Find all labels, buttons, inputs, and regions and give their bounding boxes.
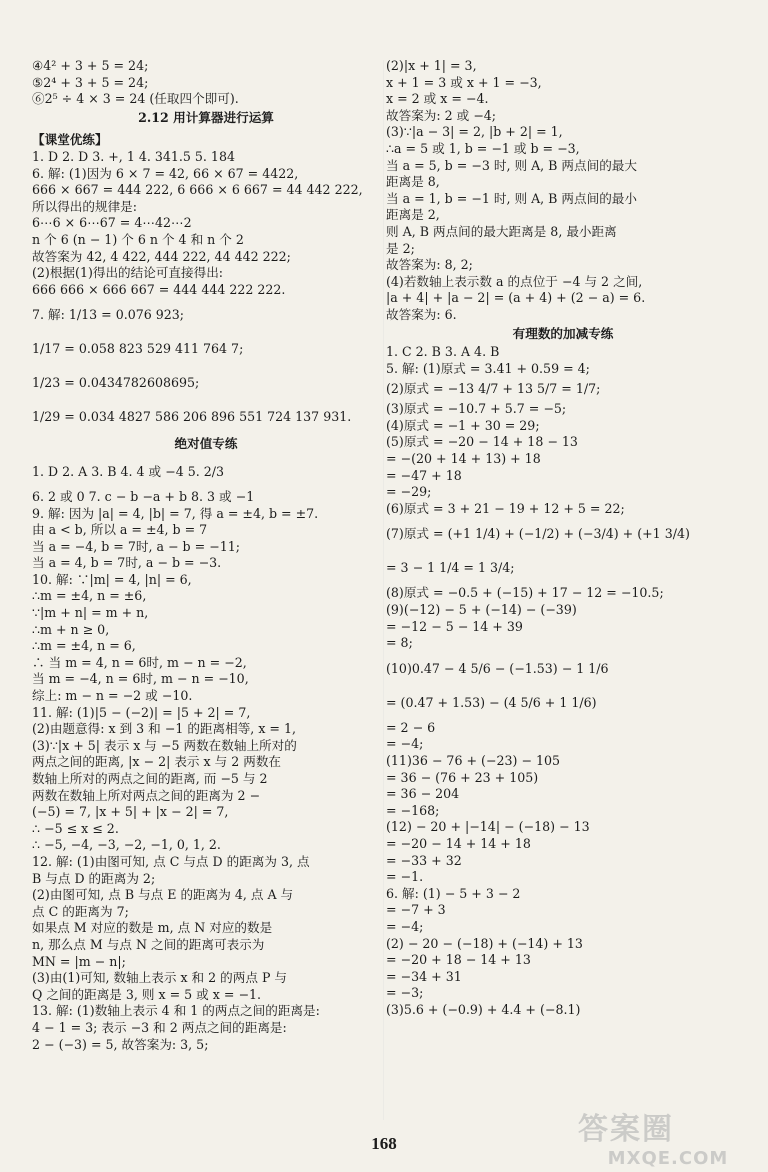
- text-line: 6⋯6 × 6⋯67 = 4⋯42⋯2: [32, 215, 192, 231]
- section-heading: 绝对值专练: [174, 436, 238, 452]
- text-line: 1/23 = 0.0434782608695;: [32, 375, 200, 391]
- text-line: ∵|m + n| = m + n,: [32, 605, 149, 621]
- text-line: (8)原式 = −0.5 + (−15) + 17 − 12 = −10.5;: [386, 585, 664, 601]
- text-line: ∴ 当 m = 4, n = 6时, m − n = −2,: [32, 654, 247, 670]
- text-line: = (0.47 + 1.53) − (4 5/6 + 1 1/6): [386, 694, 597, 710]
- text-line: = −3;: [386, 985, 424, 1001]
- text-line: (3)原式 = −10.7 + 5.7 = −5;: [386, 401, 567, 417]
- text-line: = 2 − 6: [386, 719, 436, 735]
- text-line: 5. 解: (1)原式 = 3.41 + 0.59 = 4;: [386, 360, 590, 376]
- text-line: (2)|x + 1| = 3,: [386, 58, 477, 73]
- text-line: 距离是 2,: [386, 207, 440, 223]
- text-line: = −33 + 32: [386, 852, 462, 868]
- text-line: (2)由题意得: x 到 3 和 −1 的距离相等, x = 1,: [32, 721, 296, 737]
- text-line: 666 × 667 = 444 222, 6 666 × 6 667 = 44 442 222,: [32, 182, 363, 198]
- text-line: 6. 解: (1)因为 6 × 7 = 42, 66 × 67 = 4422,: [32, 165, 299, 181]
- text-line: 如果点 M 对应的数是 m, 点 N 对应的数是: [32, 920, 273, 936]
- text-line: (2)由图可知, 点 B 与点 E 的距离为 4, 点 A 与: [32, 887, 294, 903]
- left-column: [32, 58, 380, 1053]
- text-line: = 36 − 204: [386, 786, 460, 802]
- text-line: = −20 − 14 + 14 + 18: [386, 835, 531, 851]
- text-line: 当 a = 5, b = −3 时, 则 A, B 两点间的最大: [386, 157, 637, 173]
- text-line: = 36 − (76 + 23 + 105): [386, 769, 539, 785]
- text-line: 666 666 × 666 667 = 444 444 222 222.: [32, 281, 286, 297]
- text-line: (6)原式 = 3 + 21 − 19 + 12 + 5 = 22;: [386, 500, 625, 516]
- right-column: [386, 58, 740, 1019]
- text-line: (9)(−12) − 5 + (−14) − (−39): [386, 602, 577, 618]
- section-heading: 有理数的加减专练: [512, 325, 614, 341]
- text-line: 12. 解: (1)由图可知, 点 C 与点 D 的距离为 3, 点: [32, 853, 310, 869]
- text-line: (3)∵|x + 5| 表示 x 与 −5 两数在数轴上所对的: [32, 737, 297, 753]
- text-line: ∴m + n ≥ 0,: [32, 621, 110, 637]
- text-line: 距离是 8,: [386, 174, 440, 190]
- text-line: ⑤2⁴ + 3 + 5 = 24;: [32, 74, 149, 90]
- text-line: 1. C 2. B 3. A 4. B: [386, 344, 500, 360]
- text-line: 故答案为 42, 4 422, 444 222, 44 442 222;: [32, 248, 291, 264]
- text-line: = −29;: [386, 484, 432, 500]
- text-line: 综上: m − n = −2 或 −10.: [32, 688, 193, 704]
- text-line: 当 a = 4, b = 7时, a − b = −3.: [32, 555, 222, 571]
- text-line: = −20 + 18 − 14 + 13: [386, 952, 531, 968]
- page-number: 168: [371, 1134, 397, 1153]
- text-line: (−5) = 7, |x + 5| + |x − 2| = 7,: [32, 804, 229, 820]
- text-line: (3)由(1)可知, 数轴上表示 x 和 2 的两点 P 与: [32, 970, 288, 986]
- text-line: Q 之间的距离是 3, 则 x = 5 或 x = −1.: [32, 986, 262, 1002]
- text-line: 由 a < b, 所以 a = ±4, b = 7: [32, 522, 208, 538]
- text-line: 所以得出的规律是:: [32, 198, 137, 214]
- text-line: |a + 4| + |a − 2| = (a + 4) + (2 − a) = 6.: [386, 290, 646, 306]
- text-line: 两点之间的距离, |x − 2| 表示 x 与 2 两数在: [32, 754, 282, 770]
- text-line: 9. 解: 因为 |a| = 4, |b| = 7, 得 a = ±4, b = ±7.: [32, 505, 319, 521]
- text-line: 【课堂优练】: [32, 132, 108, 148]
- text-line: (11)36 − 76 + (−23) − 105: [386, 753, 561, 768]
- text-line: x = 2 或 x = −4.: [386, 91, 489, 107]
- text-line: = −4;: [386, 736, 424, 752]
- text-line: = −47 + 18: [386, 467, 462, 483]
- text-line: = −168;: [386, 802, 440, 818]
- text-line: x + 1 = 3 或 x + 1 = −3,: [386, 74, 542, 90]
- text-line: (2)原式 = −13 4/7 + 13 5/7 = 1/7;: [386, 381, 601, 397]
- text-line: = −(20 + 14 + 13) + 18: [386, 451, 541, 467]
- text-line: = −1.: [386, 869, 424, 885]
- text-line: 故答案为: 6.: [386, 306, 457, 322]
- text-line: = 3 − 1 1/4 = 1 3/4;: [386, 560, 515, 576]
- text-line: 故答案为: 2 或 −4;: [386, 107, 497, 123]
- text-line: 两数在数轴上所对两点之间的距离为 2 −: [32, 787, 261, 803]
- text-line: = −12 − 5 − 14 + 39: [386, 618, 523, 634]
- text-line: 10. 解: ∵|m| = 4, |n| = 6,: [32, 571, 192, 587]
- text-line: (10)0.47 − 4 5/6 − (−1.53) − 1 1/6: [386, 660, 609, 676]
- text-line: 故答案为: 8, 2;: [386, 257, 473, 273]
- text-line: ⑥2⁵ ÷ 4 × 3 = 24 (任取四个即可).: [32, 91, 239, 107]
- text-line: 则 A, B 两点间的最大距离是 8, 最小距离: [386, 223, 617, 239]
- text-line: 6. 2 或 0 7. c − b −a + b 8. 3 或 −1: [32, 488, 255, 504]
- section-heading: 2.12 用计算器进行运算: [138, 109, 274, 125]
- text-line: 1/17 = 0.058 823 529 411 764 7;: [32, 341, 244, 357]
- text-line: 点 C 的距离为 7;: [32, 903, 129, 919]
- text-line: 是 2;: [386, 240, 415, 256]
- text-line: (2)根据(1)得出的结论可直接得出:: [32, 265, 224, 281]
- text-line: ∴a = 5 或 1, b = −1 或 b = −3,: [386, 140, 580, 156]
- text-line: 1/29 = 0.034 4827 586 206 896 551 724 137 931.: [32, 409, 352, 425]
- text-line: 13. 解: (1)数轴上表示 4 和 1 的两点之间的距离是:: [32, 1003, 320, 1019]
- text-line: (4)若数轴上表示数 a 的点位于 −4 与 2 之间,: [386, 273, 643, 289]
- text-line: 7. 解: 1/13 = 0.076 923;: [32, 307, 185, 323]
- text-line: 4 − 1 = 3; 表示 −3 和 2 两点之间的距离是:: [32, 1019, 287, 1035]
- text-line: n 个 6 (n − 1) 个 6 n 个 4 和 n 个 2: [32, 231, 244, 247]
- text-line: MN = |m − n|;: [32, 953, 126, 969]
- text-line: (2) − 20 − (−18) + (−14) + 13: [386, 935, 583, 951]
- text-line: ∴m = ±4, n = 6,: [32, 638, 136, 654]
- text-line: 1. D 2. A 3. B 4. 4 或 −4 5. 2/3: [32, 463, 224, 479]
- text-line: 2 − (−3) = 5, 故答案为: 3, 5;: [32, 1036, 209, 1052]
- text-line: = −7 + 3: [386, 902, 446, 918]
- text-line: ∴m = ±4, n = ±6,: [32, 588, 147, 604]
- text-line: 6. 解: (1) − 5 + 3 − 2: [386, 885, 521, 901]
- text-line: ∴ −5 ≤ x ≤ 2.: [32, 820, 119, 836]
- text-line: 11. 解: (1)|5 − (−2)| = |5 + 2| = 7,: [32, 704, 251, 720]
- text-line: B 与点 D 的距离为 2;: [32, 870, 156, 886]
- text-line: 当 a = −4, b = 7时, a − b = −11;: [32, 538, 240, 554]
- text-line: 1. D 2. D 3. +, 1 4. 341.5 5. 184: [32, 148, 235, 164]
- text-line: = −4;: [386, 918, 424, 934]
- text-line: (12) − 20 + |−14| − (−18) − 13: [386, 819, 590, 835]
- text-line: (7)原式 = (+1 1/4) + (−1/2) + (−3/4) + (+1 3/4): [386, 526, 690, 542]
- text-line: 当 a = 1, b = −1 时, 则 A, B 两点间的最小: [386, 190, 637, 206]
- text-line: (3)5.6 + (−0.9) + 4.4 + (−8.1): [386, 1001, 581, 1017]
- text-line: 当 m = −4, n = 6时, m − n = −10,: [32, 671, 249, 687]
- watermark-line2: MXQE.COM: [607, 1148, 729, 1169]
- text-line: = 8;: [386, 635, 413, 651]
- text-line: 数轴上所对的两点之间的距离, 而 −5 与 2: [32, 771, 268, 786]
- text-line: n, 那么点 M 与点 N 之间的距离可表示为: [32, 936, 265, 952]
- text-line: (5)原式 = −20 − 14 + 18 − 13: [386, 434, 578, 450]
- text-line: (4)原式 = −1 + 30 = 29;: [386, 417, 540, 433]
- text-line: ④4² + 3 + 5 = 24;: [32, 58, 149, 73]
- text-line: = −34 + 31: [386, 968, 462, 984]
- text-line: (3)∵|a − 3| = 2, |b + 2| = 1,: [386, 124, 563, 140]
- watermark-logo: [578, 1104, 758, 1168]
- watermark-line1: 答案圈: [578, 1112, 674, 1147]
- text-line: ∴ −5, −4, −3, −2, −1, 0, 1, 2.: [32, 837, 221, 853]
